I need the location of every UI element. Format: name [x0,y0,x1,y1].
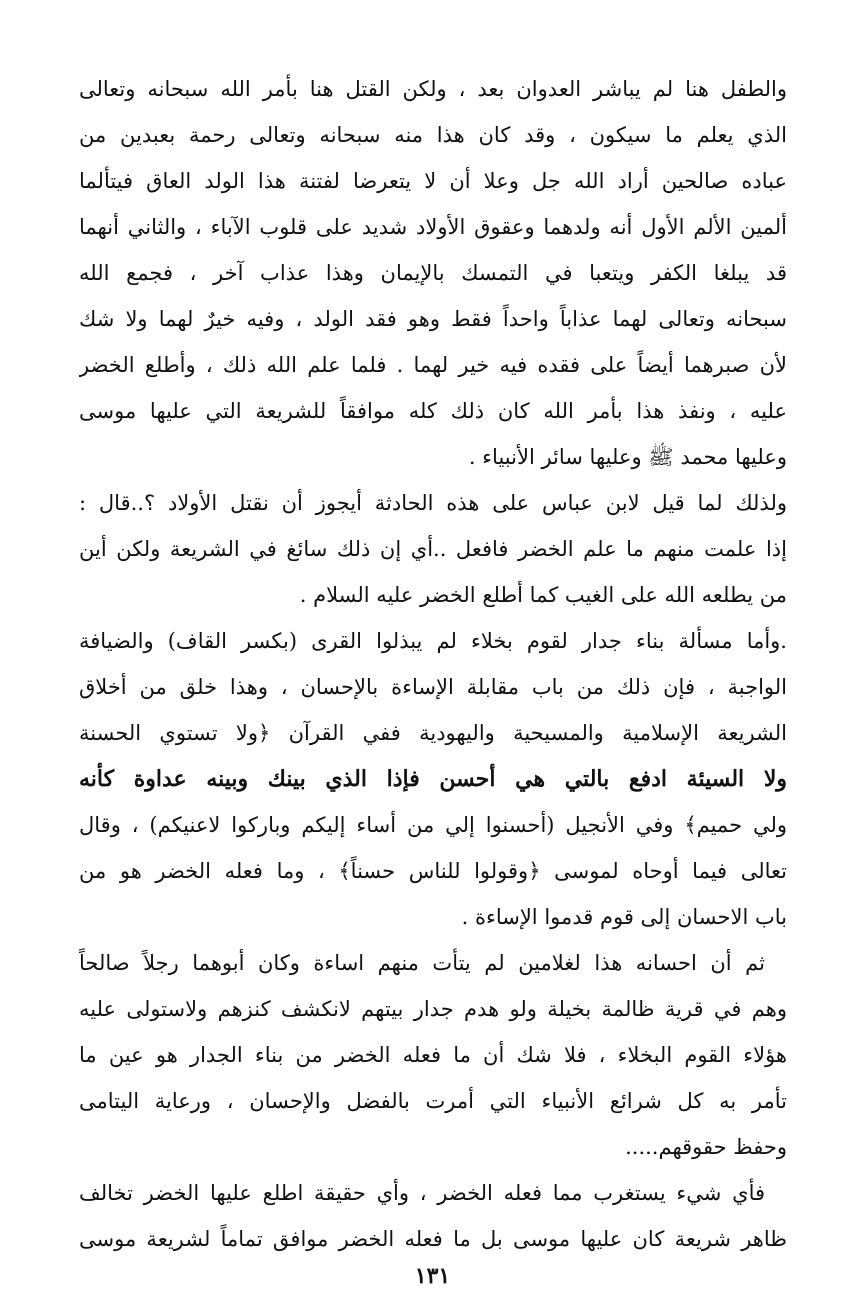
text-line: عباده صالحين أراد الله جل وعلا أن لا يتعرضا لفتنة هذا الولد العاق فيتألما [79,169,787,193]
text-line: لأن صبرهما أيضاً على فقده فيه خير لهما . فلما علم الله ذلك ، وأطلع الخضر [79,353,787,377]
text-line: ولذلك لما قيل لابن عباس على هذه الحادثة أيجوز أن نقتل الأولاد ؟..قال : [79,491,787,515]
quran-verse-line: ولا السيئة ادفع بالتي هي أحسن فإذا الذي بينك وبينه عداوة كأنه [79,766,787,792]
text-line: وعليها محمد ﷺ وعليها سائر الأنبياء . [468,445,787,469]
text-line: فأي شيء يستغرب مما فعله الخضر ، وأي حقيقة اطلع عليها الخضر تخالف [79,1181,765,1205]
text-line: وحفظ حقوقهم..... [625,1135,787,1159]
text-line: ثم أن احسانه هذا لغلامين لم يتأت منهم اساءة وكان أبوهما رجلاً صالحاً [79,951,765,975]
text-line: باب الاحسان إلى قوم قدموا الإساءة . [461,905,787,929]
text-line: الشريعة الإسلامية والمسيحية واليهودية ففي القرآن ﴿ولا تستوي الحسنة [79,721,787,745]
text-line: ولي حميم﴾ وفي الأنجيل (أحسنوا إلي من أساء إليكم وباركوا لاعنيكم) ، وقال [79,813,787,837]
text-line: الواجبة ، فإن ذلك من باب مقابلة الإساءة بالإحسان ، وهذا خلق من أخلاق [79,675,787,699]
text-line: تعالى فيما أوحاه لموسى ﴿وقولوا للناس حسناً﴾ ، وما فعله الخضر هو من [79,859,787,883]
text-line: عليه ، ونفذ هذا بأمر الله كان ذلك كله موافقاً للشريعة التي عليها موسى [79,399,787,423]
text-line: سبحانه وتعالى لهما عذاباً واحداً فقط وهو فقد الولد ، وفيه خيرٌ لهما ولا شك [79,307,787,331]
text-line: إذا علمت منهم ما علم الخضر فافعل ..أي إن ذلك سائغ في الشريعة ولكن أين [79,537,787,561]
text-line: من يطلعه الله على الغيب كما أطلع الخضر عليه السلام . [299,583,787,607]
text-line: .وأما مسألة بناء جدار لقوم بخلاء لم يبذلوا القرى (بكسر القاف) والضيافة [79,629,787,653]
page-number: ١٣١ [414,1263,451,1289]
text-line: والطفل هنا لم يباشر العدوان بعد ، ولكن القتل هنا بأمر الله سبحانه وتعالى [79,77,787,101]
text-line: وهم في قرية ظالمة بخيلة ولو هدم جدار بيتهم لانكشف كنزهم ولاستولى عليه [79,997,787,1021]
text-line: الذي يعلم ما سيكون ، وقد كان هذا منه سبحانه وتعالى رحمة بعبدين من [79,123,787,147]
text-line: قد يبلغا الكفر ويتعبا في التمسك بالإيمان وهذا عذاب آخر ، فجمع الله [79,261,787,285]
text-line: تأمر به كل شرائع الأنبياء التي أمرت بالفضل والإحسان ، ورعاية اليتامى [79,1089,787,1113]
text-line: ألمين الألم الأول أنه ولدهما وعقوق الأولاد شديد على قلوب الآباء ، والثاني أنهما [79,215,787,239]
text-line: ظاهر شريعة كان عليها موسى بل ما فعله الخضر موافق تماماً لشريعة موسى [79,1227,787,1251]
text-line: هؤلاء القوم البخلاء ، فلا شك أن ما فعله الخضر من بناء الجدار هو عين ما [79,1043,787,1067]
